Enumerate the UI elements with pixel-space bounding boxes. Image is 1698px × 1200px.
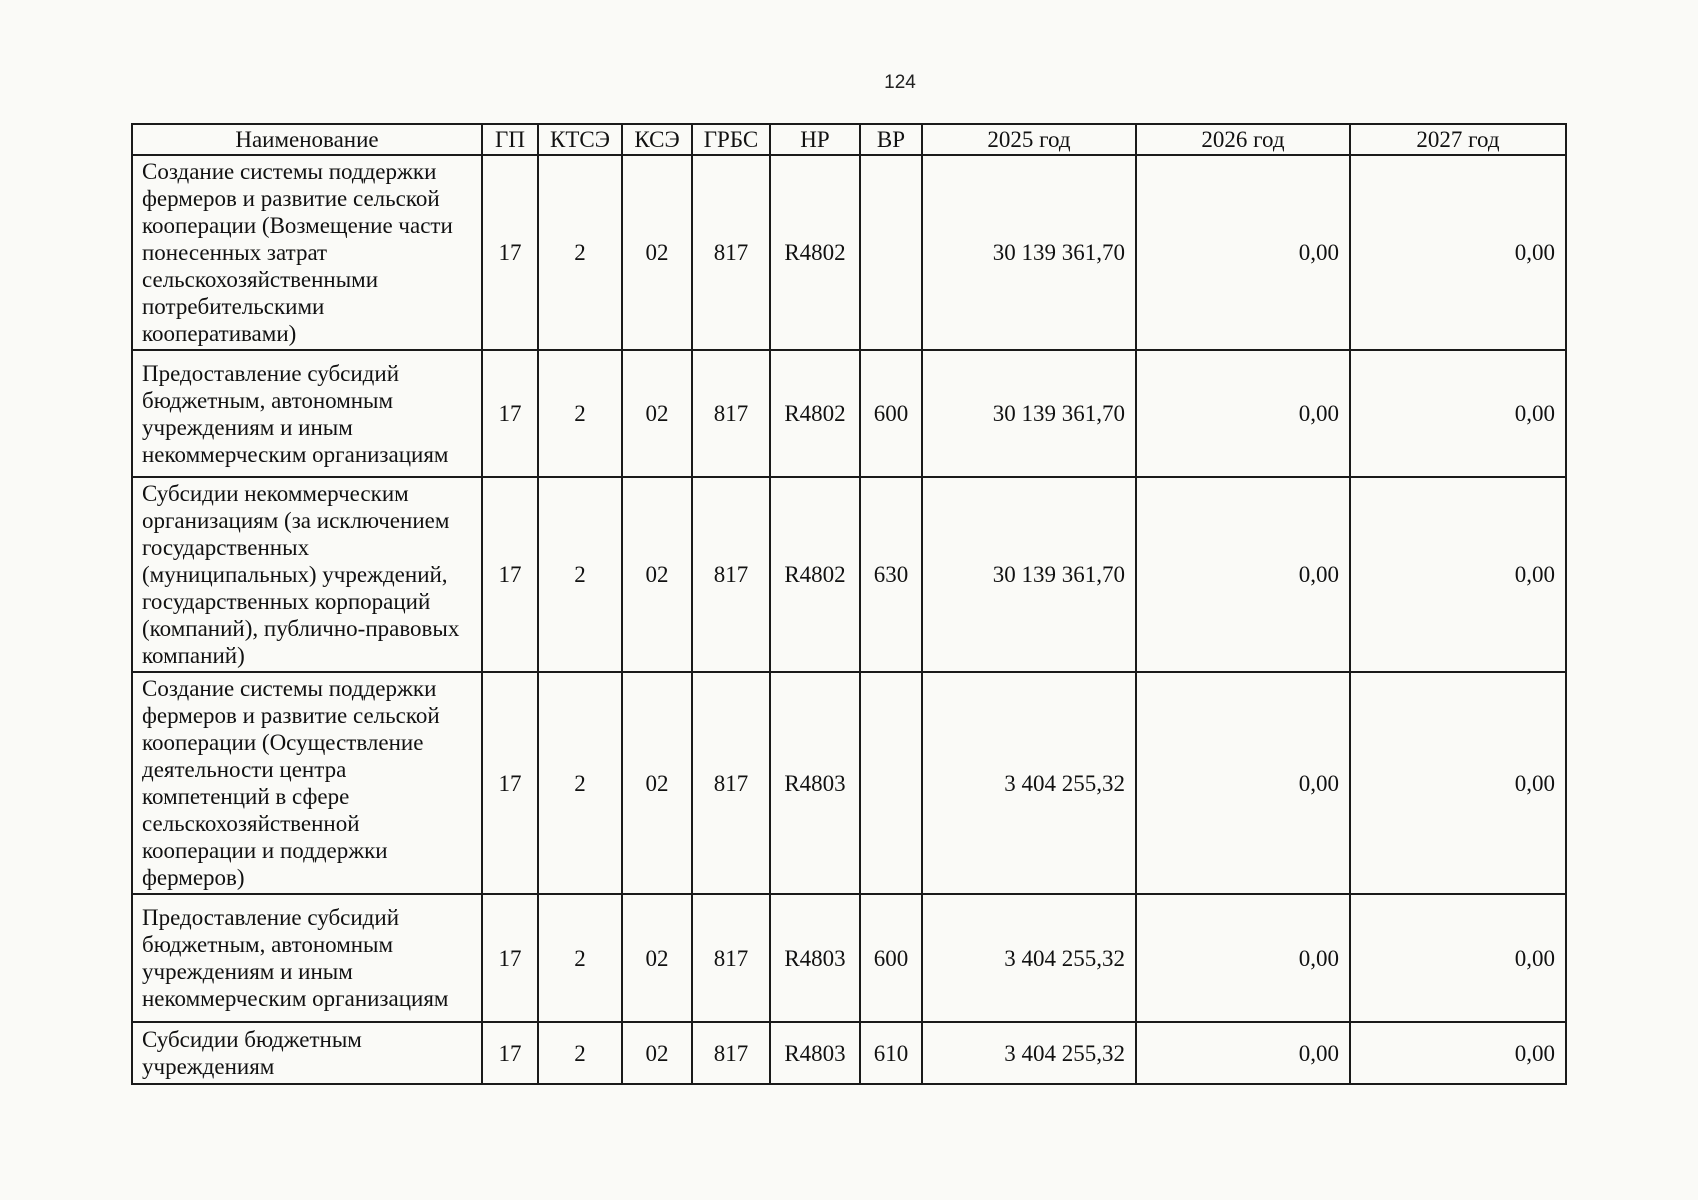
- amount-2026-cell: 0,00: [1136, 477, 1350, 672]
- nr-cell: R4803: [770, 894, 860, 1022]
- header-row: [132, 124, 1566, 155]
- row-name-cell: Субсидии бюджетным учреждениям: [132, 1022, 482, 1084]
- amount-2026-cell: 0,00: [1136, 155, 1350, 350]
- ktse-cell: 2: [538, 477, 622, 672]
- vr-cell: 610: [860, 1022, 922, 1084]
- amount-2025-cell: 3 404 255,32: [922, 894, 1136, 1022]
- ktse-cell: 2: [538, 672, 622, 894]
- amount-2027-cell: 0,00: [1350, 155, 1566, 350]
- gp-cell: 17: [482, 350, 538, 477]
- table-row: [132, 894, 1566, 1022]
- vr-cell: 600: [860, 894, 922, 1022]
- ktse-cell: 2: [538, 894, 622, 1022]
- amount-2025-cell: 30 139 361,70: [922, 477, 1136, 672]
- kse-cell: 02: [622, 894, 692, 1022]
- kse-cell: 02: [622, 350, 692, 477]
- grbs-cell: 817: [692, 477, 770, 672]
- row-name-cell: Предоставление субсидий бюджетным, автономным учреждениям и иным некоммерческим организациям: [132, 350, 482, 477]
- kse-cell: 02: [622, 155, 692, 350]
- gp-cell: 17: [482, 672, 538, 894]
- row-name-cell: Создание системы поддержки фермеров и развитие сельской кооперации (Осуществление деятельности центра компетенций в сфере сельскохозяйственной кооперации и поддержки фермеров): [132, 672, 482, 894]
- gp-cell: 17: [482, 894, 538, 1022]
- ktse-cell: 2: [538, 1022, 622, 1084]
- row-name-cell: Создание системы поддержки фермеров и развитие сельской кооперации (Возмещение части понесенных затрат сельскохозяйственными потребительскими кооперативами): [132, 155, 482, 350]
- grbs-cell: 817: [692, 672, 770, 894]
- amount-2027-cell: 0,00: [1350, 894, 1566, 1022]
- header-2025: 2025 год: [922, 124, 1136, 155]
- header-grbs: ГРБС: [692, 124, 770, 155]
- gp-cell: 17: [482, 155, 538, 350]
- nr-cell: R4802: [770, 477, 860, 672]
- amount-2026-cell: 0,00: [1136, 894, 1350, 1022]
- table-row: [132, 477, 1566, 672]
- kse-cell: 02: [622, 672, 692, 894]
- nr-cell: R4802: [770, 350, 860, 477]
- kse-cell: 02: [622, 1022, 692, 1084]
- nr-cell: R4803: [770, 1022, 860, 1084]
- header-2026: 2026 год: [1136, 124, 1350, 155]
- ktse-cell: 2: [538, 350, 622, 477]
- budget-table: [131, 123, 1567, 1085]
- table-row: [132, 1022, 1566, 1084]
- amount-2027-cell: 0,00: [1350, 350, 1566, 477]
- ktse-cell: 2: [538, 155, 622, 350]
- header-kse: КСЭ: [622, 124, 692, 155]
- grbs-cell: 817: [692, 1022, 770, 1084]
- vr-cell: 630: [860, 477, 922, 672]
- amount-2026-cell: 0,00: [1136, 672, 1350, 894]
- table-row: [132, 155, 1566, 350]
- grbs-cell: 817: [692, 894, 770, 1022]
- header-name: Наименование: [132, 124, 482, 155]
- nr-cell: R4803: [770, 672, 860, 894]
- header-gp: ГП: [482, 124, 538, 155]
- amount-2027-cell: 0,00: [1350, 477, 1566, 672]
- page-number: 124: [884, 72, 916, 93]
- vr-cell: [860, 672, 922, 894]
- amount-2027-cell: 0,00: [1350, 672, 1566, 894]
- header-2027: 2027 год: [1350, 124, 1566, 155]
- amount-2025-cell: 30 139 361,70: [922, 155, 1136, 350]
- gp-cell: 17: [482, 477, 538, 672]
- table-row: [132, 672, 1566, 894]
- table-row: [132, 350, 1566, 477]
- amount-2027-cell: 0,00: [1350, 1022, 1566, 1084]
- grbs-cell: 817: [692, 155, 770, 350]
- vr-cell: 600: [860, 350, 922, 477]
- nr-cell: R4802: [770, 155, 860, 350]
- gp-cell: 17: [482, 1022, 538, 1084]
- vr-cell: [860, 155, 922, 350]
- kse-cell: 02: [622, 477, 692, 672]
- amount-2025-cell: 30 139 361,70: [922, 350, 1136, 477]
- amount-2026-cell: 0,00: [1136, 350, 1350, 477]
- header-vr: ВР: [860, 124, 922, 155]
- row-name-cell: Субсидии некоммерческим организациям (за исключением государственных (муниципальных) учреждений, государственных корпораций (компаний), публично-правовых компаний): [132, 477, 482, 672]
- header-ktse: КТСЭ: [538, 124, 622, 155]
- header-nr: НР: [770, 124, 860, 155]
- amount-2026-cell: 0,00: [1136, 1022, 1350, 1084]
- row-name-cell: Предоставление субсидий бюджетным, автономным учреждениям и иным некоммерческим организациям: [132, 894, 482, 1022]
- grbs-cell: 817: [692, 350, 770, 477]
- amount-2025-cell: 3 404 255,32: [922, 1022, 1136, 1084]
- amount-2025-cell: 3 404 255,32: [922, 672, 1136, 894]
